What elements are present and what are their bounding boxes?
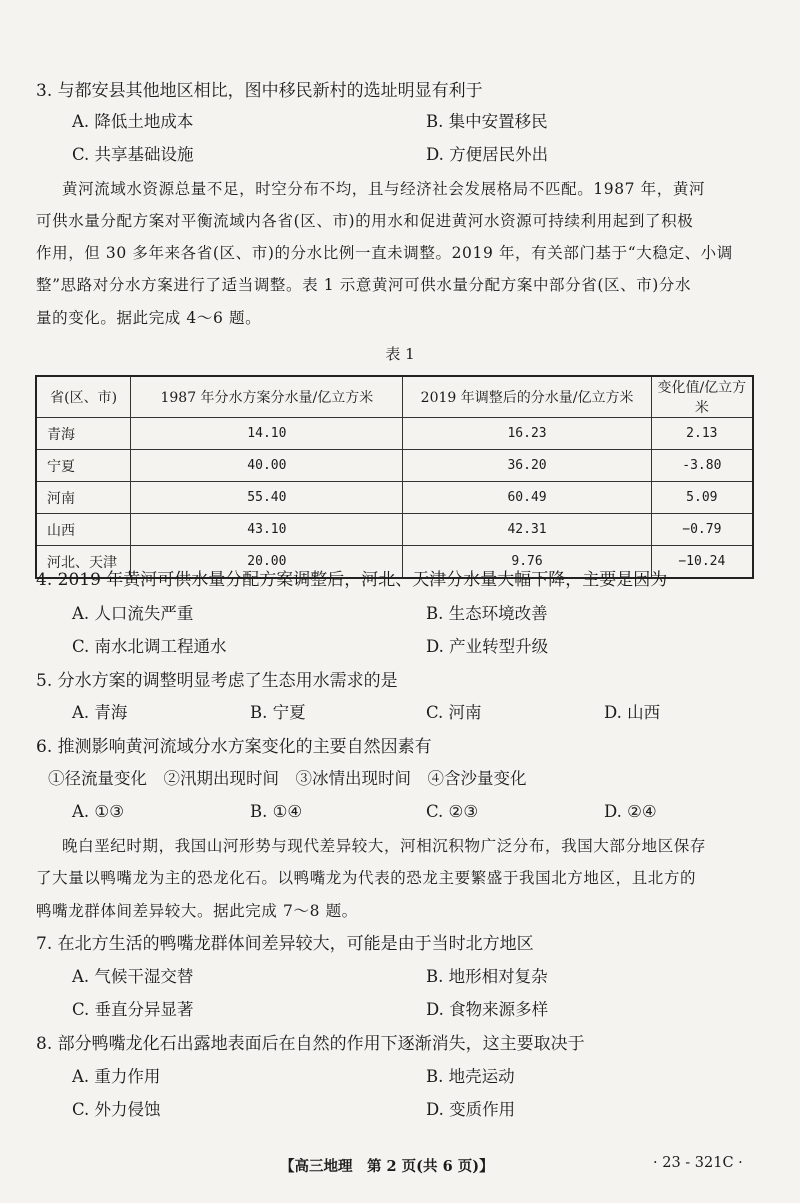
q6-option-b: B. ①④ bbox=[250, 802, 303, 821]
q3-option-d: D. 方便居民外出 bbox=[426, 145, 549, 164]
row-2019-value: 42.31 bbox=[403, 514, 651, 546]
q5-option-b: B. 宁夏 bbox=[250, 703, 306, 722]
q8-option-c: C. 外力侵蚀 bbox=[72, 1100, 161, 1119]
q3-option-a: A. 降低土地成本 bbox=[72, 112, 194, 131]
q6-option-d: D. ②④ bbox=[604, 802, 657, 821]
header-2019: 2019 年调整后的分水量/亿立方米 bbox=[403, 376, 651, 418]
question-6-stem: 6. 推测影响黄河流域分水方案变化的主要自然因素有 bbox=[36, 737, 432, 757]
row-change-value: 2.13 bbox=[651, 418, 753, 450]
passage1-line-2: 可供水量分配方案对平衡流域内各省(区、市)的用水和促进黄河水资源可持续利用起到了积极 bbox=[36, 212, 694, 230]
q5-option-d: D. 山西 bbox=[604, 703, 661, 722]
table-header-row bbox=[36, 376, 753, 418]
q8-option-a: A. 重力作用 bbox=[72, 1067, 161, 1086]
row-1987-value: 43.10 bbox=[131, 514, 403, 546]
row-change-value: -3.80 bbox=[651, 450, 753, 482]
passage2-line-1: 晚白垩纪时期，我国山河形势与现代差异较大，河相沉积物广泛分布，我国大部分地区保存 bbox=[62, 837, 707, 855]
row-change-value: −10.24 bbox=[651, 546, 753, 579]
question-7-stem: 7. 在北方生活的鸭嘴龙群体间差异较大，可能是由于当时北方地区 bbox=[36, 934, 534, 954]
q4-option-b: B. 生态环境改善 bbox=[426, 604, 548, 623]
passage2-line-3: 鸭嘴龙群体间差异较大。据此完成 7～8 题。 bbox=[36, 902, 358, 920]
q6-option-c: C. ②③ bbox=[426, 802, 479, 821]
header-change: 变化值/亿立方米 bbox=[651, 376, 753, 418]
row-1987-value: 40.00 bbox=[131, 450, 403, 482]
row-province: 山西 bbox=[36, 514, 131, 546]
table-row bbox=[36, 450, 753, 482]
question-8-stem: 8. 部分鸭嘴龙化石出露地表面后在自然的作用下逐渐消失，这主要取决于 bbox=[36, 1034, 585, 1054]
row-province: 河北、天津 bbox=[36, 546, 131, 579]
q3-option-c: C. 共享基础设施 bbox=[72, 145, 194, 164]
water-allocation-table bbox=[35, 375, 754, 579]
passage1-line-3: 作用，但 30 多年来各省(区、市)的分水比例一直未调整。2019 年，有关部门基于“大稳定、小调 bbox=[36, 244, 733, 262]
q7-option-c: C. 垂直分异显著 bbox=[72, 1000, 194, 1019]
q5-option-a: A. 青海 bbox=[72, 703, 128, 722]
row-province: 青海 bbox=[36, 418, 131, 450]
q7-option-d: D. 食物来源多样 bbox=[426, 1000, 549, 1019]
passage1-line-5: 量的变化。据此完成 4～6 题。 bbox=[36, 309, 262, 327]
row-change-value: −0.79 bbox=[651, 514, 753, 546]
q7-option-a: A. 气候干湿交替 bbox=[72, 967, 194, 986]
footer-title: 【高三地理 第 2 页(共 6 页)】 bbox=[280, 1158, 494, 1175]
table-caption: 表 1 bbox=[385, 345, 415, 363]
q4-option-a: A. 人口流失严重 bbox=[72, 604, 194, 623]
row-1987-value: 14.10 bbox=[131, 418, 403, 450]
header-province: 省(区、市) bbox=[36, 376, 131, 418]
q3-option-b: B. 集中安置移民 bbox=[426, 112, 548, 131]
question-3-stem: 3. 与都安县其他地区相比，图中移民新村的选址明显有利于 bbox=[36, 81, 483, 101]
row-2019-value: 16.23 bbox=[403, 418, 651, 450]
row-change-value: 5.09 bbox=[651, 482, 753, 514]
q4-option-c: C. 南水北调工程通水 bbox=[72, 637, 227, 656]
q4-option-d: D. 产业转型升级 bbox=[426, 637, 549, 656]
q7-option-b: B. 地形相对复杂 bbox=[426, 967, 548, 986]
question-4-stem: 4. 2019 年黄河可供水量分配方案调整后，河北、天津分水量大幅下降，主要是因为 bbox=[36, 570, 668, 590]
q8-option-b: B. 地壳运动 bbox=[426, 1067, 515, 1086]
q8-option-d: D. 变质作用 bbox=[426, 1100, 516, 1119]
table-row bbox=[36, 418, 753, 450]
header-1987: 1987 年分水方案分水量/亿立方米 bbox=[131, 376, 403, 418]
q6-option-a: A. ①③ bbox=[72, 802, 124, 821]
passage1-line-1: 黄河流域水资源总量不足，时空分布不均，且与经济社会发展格局不匹配。1987 年，黄河 bbox=[62, 180, 706, 198]
row-2019-value: 36.20 bbox=[403, 450, 651, 482]
footer-code: · 23 - 321C · bbox=[653, 1155, 743, 1171]
q6-items: ①径流量变化 ②汛期出现时间 ③冰情出现时间 ④含沙量变化 bbox=[48, 769, 527, 788]
passage1-line-4: 整”思路对分水方案进行了适当调整。表 1 示意黄河可供水量分配方案中部分省(区、市)分水 bbox=[36, 276, 692, 294]
row-1987-value: 20.00 bbox=[131, 546, 403, 579]
row-province: 宁夏 bbox=[36, 450, 131, 482]
row-2019-value: 9.76 bbox=[403, 546, 651, 579]
table-row bbox=[36, 514, 753, 546]
question-5-stem: 5. 分水方案的调整明显考虑了生态用水需求的是 bbox=[36, 671, 398, 691]
row-1987-value: 55.40 bbox=[131, 482, 403, 514]
passage2-line-2: 了大量以鸭嘴龙为主的恐龙化石。以鸭嘴龙为代表的恐龙主要繁盛于我国北方地区，且北方的 bbox=[36, 869, 697, 887]
row-2019-value: 60.49 bbox=[403, 482, 651, 514]
row-province: 河南 bbox=[36, 482, 131, 514]
table-row bbox=[36, 482, 753, 514]
q5-option-c: C. 河南 bbox=[426, 703, 482, 722]
